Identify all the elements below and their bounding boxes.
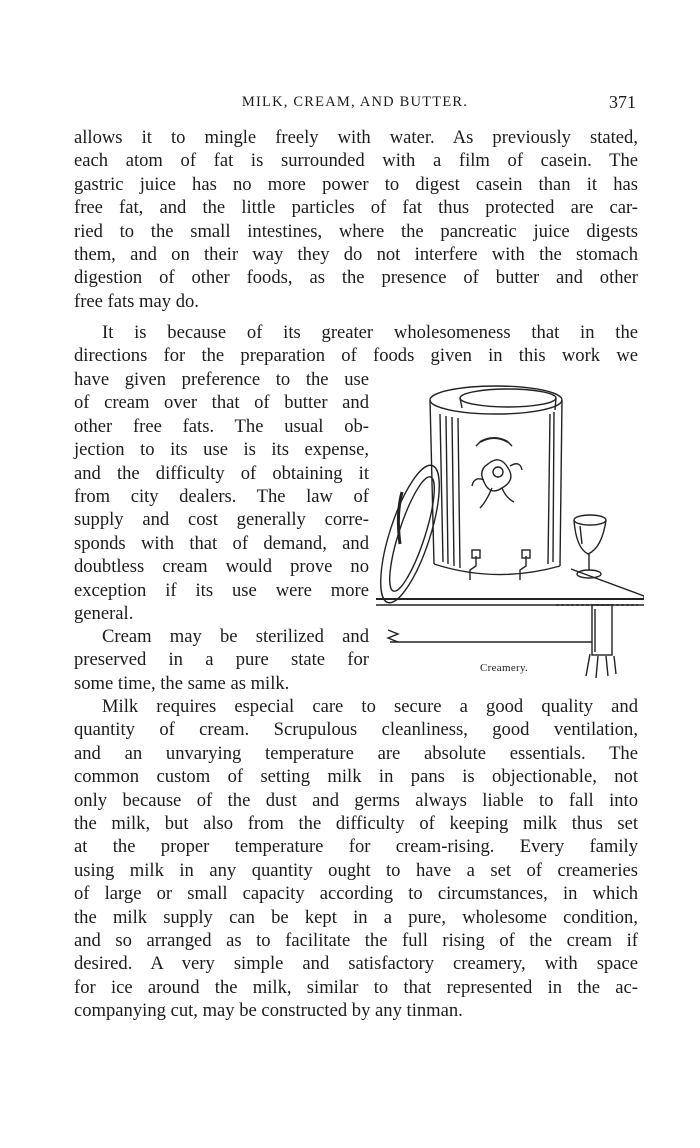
creamery-illustration — [376, 384, 644, 684]
paragraph-4 — [74, 695, 638, 1022]
text-line: other free fats. The usual ob- — [74, 415, 369, 437]
text-line: the milk, but also from the difficulty of keeping milk thus set — [74, 812, 638, 834]
text-line: general. — [74, 602, 134, 624]
text-line: supply and cost generally corre- — [74, 509, 369, 531]
figure-caption: Creamery. — [480, 662, 529, 674]
text-line: doubtless cream would prove no — [74, 556, 369, 578]
running-title: MILK, CREAM, AND BUTTER. — [241, 94, 469, 110]
text-line: allows it to mingle freely with water. As previously stated, — [74, 127, 638, 148]
text-line: preserved in a pure state for — [74, 649, 369, 671]
text-line: free fat, and the little particles of fat thus protected are car- — [74, 197, 638, 219]
paragraph-3 — [74, 625, 369, 695]
text-line: only because of the dust and germs always liable to fall into — [74, 789, 638, 811]
text-line: of cream over that of butter and — [74, 392, 369, 414]
text-line: companying cut, may be constructed by any tinman. — [74, 1000, 463, 1022]
text-line: each atom of fat is surrounded with a film of casein. The — [74, 150, 638, 172]
text-line: some time, the same as milk. — [74, 672, 290, 694]
text-line: ried to the small intestines, where the pancreatic juice digests — [74, 220, 638, 242]
text-line: sponds with that of demand, and — [74, 532, 369, 554]
text-line: common custom of setting milk in pans is objectionable, not — [74, 766, 638, 788]
text-line: desired. A very simple and satisfactory creamery, with space — [74, 953, 638, 975]
paragraph-1 — [74, 126, 638, 313]
text-line: for ice around the milk, similar to that represented in the ac- — [74, 976, 638, 998]
creamery-engraving — [376, 384, 644, 684]
text-line: at the proper temperature for cream-rising. Every family — [74, 836, 638, 858]
text-line: of large or small capacity according to circumstances, in which — [74, 883, 638, 905]
text-line: It is because of its greater wholesomeness that in the — [102, 322, 638, 343]
text-line: free fats may do. — [74, 290, 199, 312]
text-line: them, and on their way they do not interfere with the stomach — [74, 243, 638, 265]
text-line: from city dealers. The law of — [74, 485, 369, 507]
paragraph-2-full — [74, 321, 638, 368]
text-line: the milk supply can be kept in a pure, wholesome condition, — [74, 906, 638, 928]
text-line: using milk in any quantity ought to have a set of creameries — [74, 859, 638, 881]
running-head — [72, 92, 638, 116]
text-line: Milk requires especial care to secure a good quality and — [102, 696, 638, 717]
text-line: have given preference to the use — [74, 369, 369, 390]
text-line: quantity of cream. Scrupulous cleanliness, good ventilation, — [74, 719, 638, 741]
text-line: and an unvarying temperature are absolute essentials. The — [74, 742, 638, 764]
text-line: Cream may be sterilized and — [102, 626, 369, 647]
text-line: directions for the preparation of foods given in this work we — [74, 345, 638, 367]
text-line: gastric juice has no more power to digest casein than it has — [74, 173, 638, 195]
page-number: 371 — [609, 92, 636, 112]
text-line: jection to its use is its expense, — [74, 439, 369, 461]
text-line: digestion of other foods, as the presence of butter and other — [74, 267, 638, 289]
text-line: exception if its use were more — [74, 579, 369, 601]
paragraph-2-narrow — [74, 368, 369, 625]
text-line: and so arranged as to facilitate the full rising of the cream if — [74, 929, 638, 951]
text-line: and the difficulty of obtaining it — [74, 462, 369, 484]
